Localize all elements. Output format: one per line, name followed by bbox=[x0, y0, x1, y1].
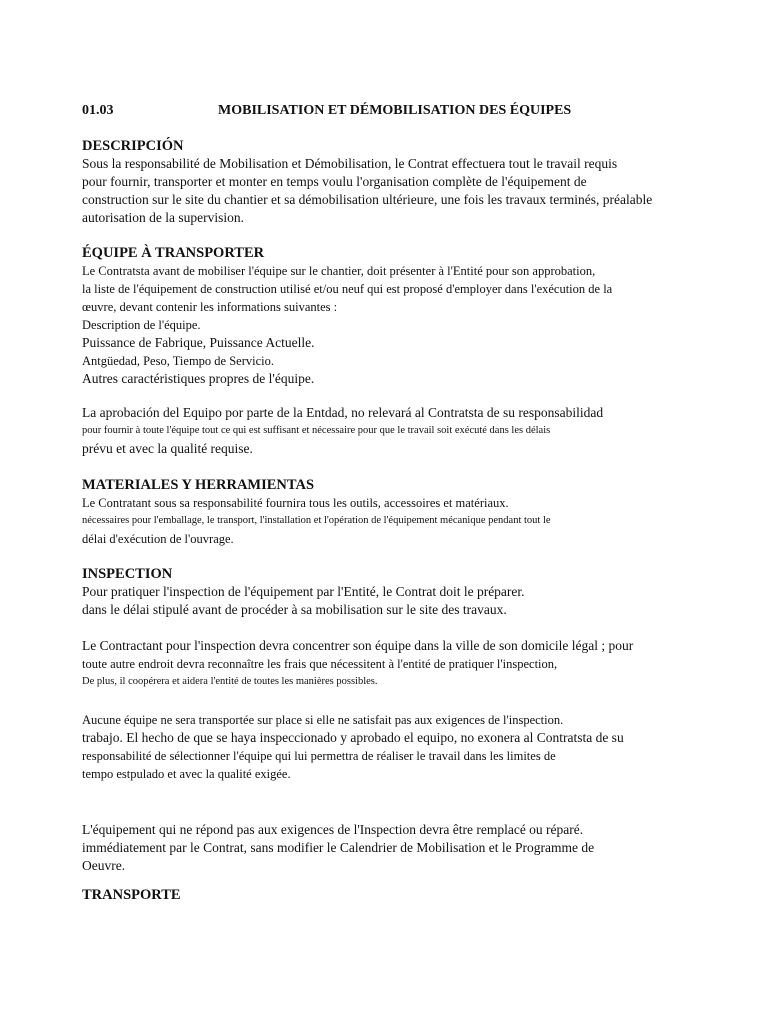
section-equipe bbox=[82, 244, 742, 458]
paragraph-line: L'équipement qui ne répond pas aux exigences de l'Inspection devra être remplacé ou réparé. bbox=[82, 822, 584, 837]
paragraph-line: pour fournir, transporter et monter en temps voulu l'organisation complète de l'équipement de bbox=[82, 174, 587, 189]
paragraph-line: délai d'exécution de l'ouvrage. bbox=[82, 532, 234, 546]
document-header bbox=[82, 103, 722, 123]
paragraph-line: Aucune équipe ne sera transportée sur place si elle ne satisfait pas aux exigences de l'inspection. bbox=[82, 713, 564, 727]
list-item: Description de l'équipe. bbox=[82, 318, 201, 332]
heading-materiales: MATERIALES Y HERRAMIENTAS bbox=[82, 477, 315, 493]
paragraph-line: immédiatement par le Contrat, sans modifier le Calendrier de Mobilisation et le Programme de bbox=[82, 840, 595, 855]
paragraph-line: la liste de l'équipement de construction utilisé et/ou neuf qui est proposé d'employer dans l'exécution de la bbox=[82, 282, 613, 296]
paragraph-line: Le Contractant pour l'inspection devra concentrer son équipe dans la ville de son domicile légal ; pour bbox=[82, 638, 634, 653]
section-materiales bbox=[82, 476, 742, 548]
paragraph-line: autorisation de la supervision. bbox=[82, 210, 244, 225]
paragraph-line: dans le délai stipulé avant de procéder à sa mobilisation sur le site des travaux. bbox=[82, 602, 507, 617]
paragraph-line: responsabilité de sélectionner l'équipe qui lui permettra de réaliser le travail dans les limites de bbox=[82, 749, 556, 763]
list-item: Antgüedad, Peso, Tiempo de Servicio. bbox=[82, 354, 275, 368]
paragraph-line: pour fournir à toute l'équipe tout ce qui est suffisant et nécessaire pour que le travail soit exécuté dans les délais bbox=[82, 425, 551, 436]
section-descripcion bbox=[82, 137, 742, 227]
list-item: Puissance de Fabrique, Puissance Actuelle. bbox=[82, 335, 315, 350]
heading-inspection: INSPECTION bbox=[82, 566, 173, 582]
heading-equipe: ÉQUIPE À TRANSPORTER bbox=[82, 245, 265, 261]
paragraph-line: nécessaires pour l'emballage, le transport, l'installation et l'opération de l'équipement mécanique pendant tout le bbox=[82, 515, 551, 526]
section-title: MOBILISATION ET DÉMOBILISATION DES ÉQUIPES bbox=[218, 103, 572, 118]
paragraph-line: Oeuvre. bbox=[82, 858, 126, 873]
heading-descripcion: DESCRIPCIÓN bbox=[82, 138, 184, 154]
paragraph-line: Pour pratiquer l'inspection de l'équipement par l'Entité, le Contrat doit le préparer. bbox=[82, 584, 525, 599]
paragraph-line: prévu et avec la qualité requise. bbox=[82, 441, 253, 456]
paragraph-line: La aprobación del Equipo por parte de la Entdad, no relevará al Contratsta de su responsabilidad bbox=[82, 405, 604, 420]
paragraph-line: Sous la responsabilité de Mobilisation et Démobilisation, le Contrat effectuera tout le travail requis bbox=[82, 156, 618, 171]
paragraph-line: Le Contratsta avant de mobiliser l'équipe sur le chantier, doit présenter à l'Entité pour son approbation, bbox=[82, 264, 596, 278]
heading-transporte: TRANSPORTE bbox=[82, 887, 181, 903]
section-inspection bbox=[82, 565, 742, 875]
paragraph-line: Le Contratant sous sa responsabilité fournira tous les outils, accessoires et matériaux. bbox=[82, 496, 509, 510]
paragraph-line: tempo estpulado et avec la qualité exigée. bbox=[82, 767, 291, 781]
paragraph-line: toute autre endroit devra reconnaître les frais que nécessitent à l'entité de pratiquer l'inspection, bbox=[82, 657, 558, 671]
section-transporte bbox=[82, 886, 742, 904]
paragraph-line: trabajo. El hecho de que se haya inspeccionado y aprobado el equipo, no exonera al Contratsta de su bbox=[82, 730, 624, 745]
section-number: 01.03 bbox=[82, 103, 114, 118]
paragraph-line: œuvre, devant contenir les informations suivantes : bbox=[82, 300, 338, 314]
paragraph-line: De plus, il coopérera et aidera l'entité de toutes les manières possibles. bbox=[82, 676, 378, 687]
list-item: Autres caractéristiques propres de l'équipe. bbox=[82, 371, 315, 386]
paragraph-line: construction sur le site du chantier et sa démobilisation ultérieure, une fois les travaux terminés, préalable bbox=[82, 192, 653, 207]
